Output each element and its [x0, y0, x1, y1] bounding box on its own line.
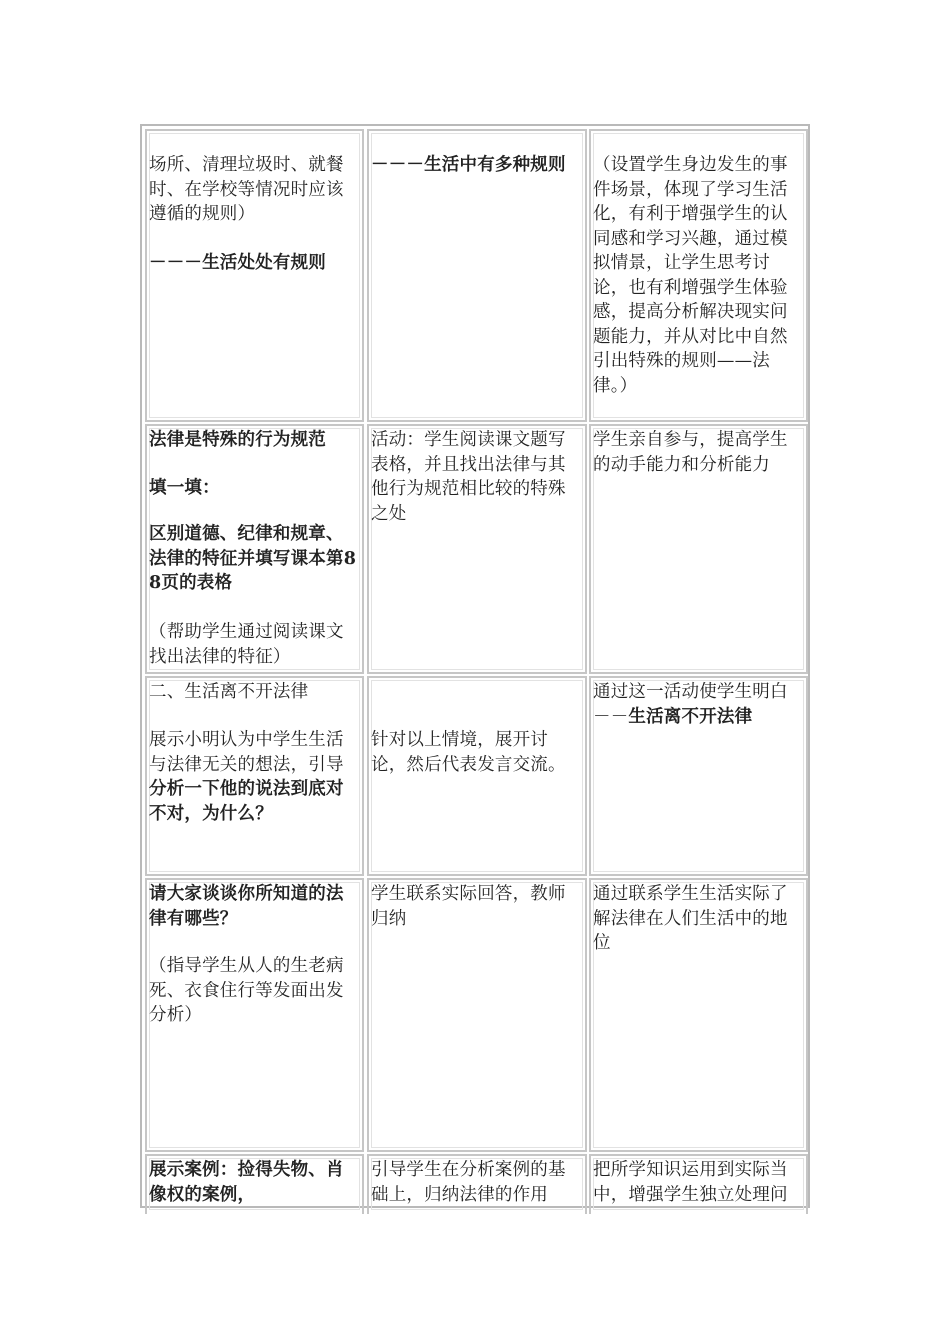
row1-intent-text: （设置学生身边发生的事件场景，体现了学习生活化，有利于增强学生的认同感和学习兴趣，通过模拟情景，让学生思考讨论，也有利增强学生体验感，提高分析解决现实问题能力，并从对比中自然引出特殊的规则——法律。）: [593, 155, 788, 396]
row3-content-text-plain: 展示小明认为中学生生活与法律无关的想法，引导: [149, 730, 344, 775]
row3-activity-text: 针对以上情境，展开讨论，然后代表发言交流。: [371, 730, 566, 775]
row5-intent-text: 把所学知识运用到实际当中，增强学生独立处理问: [593, 1160, 788, 1205]
row5-content-text: 展示案例：捡得失物、肖像权的案例，: [149, 1160, 344, 1205]
row1-content-cell: [145, 129, 364, 422]
row3-intent-text-plain: 通过这一活动使学生明白－－: [593, 682, 788, 727]
row3-content-heading: 二、生活离不开法律: [149, 682, 309, 702]
row4-intent-text: 通过联系学生生活实际了解法律在人们生活中的地位: [593, 884, 788, 953]
row1-intent-cell: [589, 129, 808, 422]
row5-content-cell: [145, 1154, 364, 1214]
row4-activity-text: 学生联系实际回答，教师归纳: [371, 884, 566, 929]
row1-content-heading: －－－生活处处有规则: [149, 253, 326, 273]
row2-activity-cell: [367, 424, 587, 674]
row3-intent-text-bold: 生活离不开法律: [628, 706, 753, 727]
row1-activity-heading: －－－生活中有多种规则: [371, 155, 566, 175]
row3-intent-cell: [589, 676, 808, 876]
row4-content-cell: [145, 878, 364, 1152]
row2-content-note: （帮助学生通过阅读课文找出法律的特征）: [149, 622, 344, 667]
row5-activity-text: 引导学生在分析案例的基础上，归纳法律的作用: [371, 1160, 566, 1205]
row2-content-cell: [145, 424, 364, 674]
row5-activity-cell: [367, 1154, 587, 1214]
row4-activity-cell: [367, 878, 587, 1152]
row2-content-heading: 法律是特殊的行为规范: [149, 430, 326, 450]
row4-content-note: （指导学生从人的生老病死、衣食住行等发面出发分析）: [149, 956, 344, 1025]
row3-content-cell: [145, 676, 364, 876]
row4-content-question: 请大家谈谈你所知道的法律有哪些？: [149, 884, 344, 929]
row3-intent-text: [593, 680, 805, 729]
row2-content-subheading: 填一填：: [149, 478, 220, 498]
row5-intent-cell: [589, 1154, 808, 1214]
row1-activity-cell: [367, 129, 587, 422]
row4-intent-cell: [589, 878, 808, 1152]
row2-intent-text: 学生亲自参与，提高学生的动手能力和分析能力: [593, 430, 788, 475]
row1-content-text: 场所、清理垃圾时、就餐时、在学校等情况时应该遵循的规则）: [149, 155, 344, 224]
row3-content-text: [149, 728, 361, 826]
row3-activity-cell: [367, 676, 587, 876]
row2-intent-cell: [589, 424, 808, 674]
lesson-plan-table: [140, 124, 810, 1208]
row3-content-text-bold: 分析一下他的说法到底对不对，为什么？: [149, 779, 344, 824]
row2-content-task: 区别道德、纪律和规章、法律的特征并填写课本第88页的表格: [149, 524, 357, 593]
row2-activity-text: 活动：学生阅读课文题写表格，并且找出法律与其他行为规范相比较的特殊之处: [371, 430, 566, 524]
